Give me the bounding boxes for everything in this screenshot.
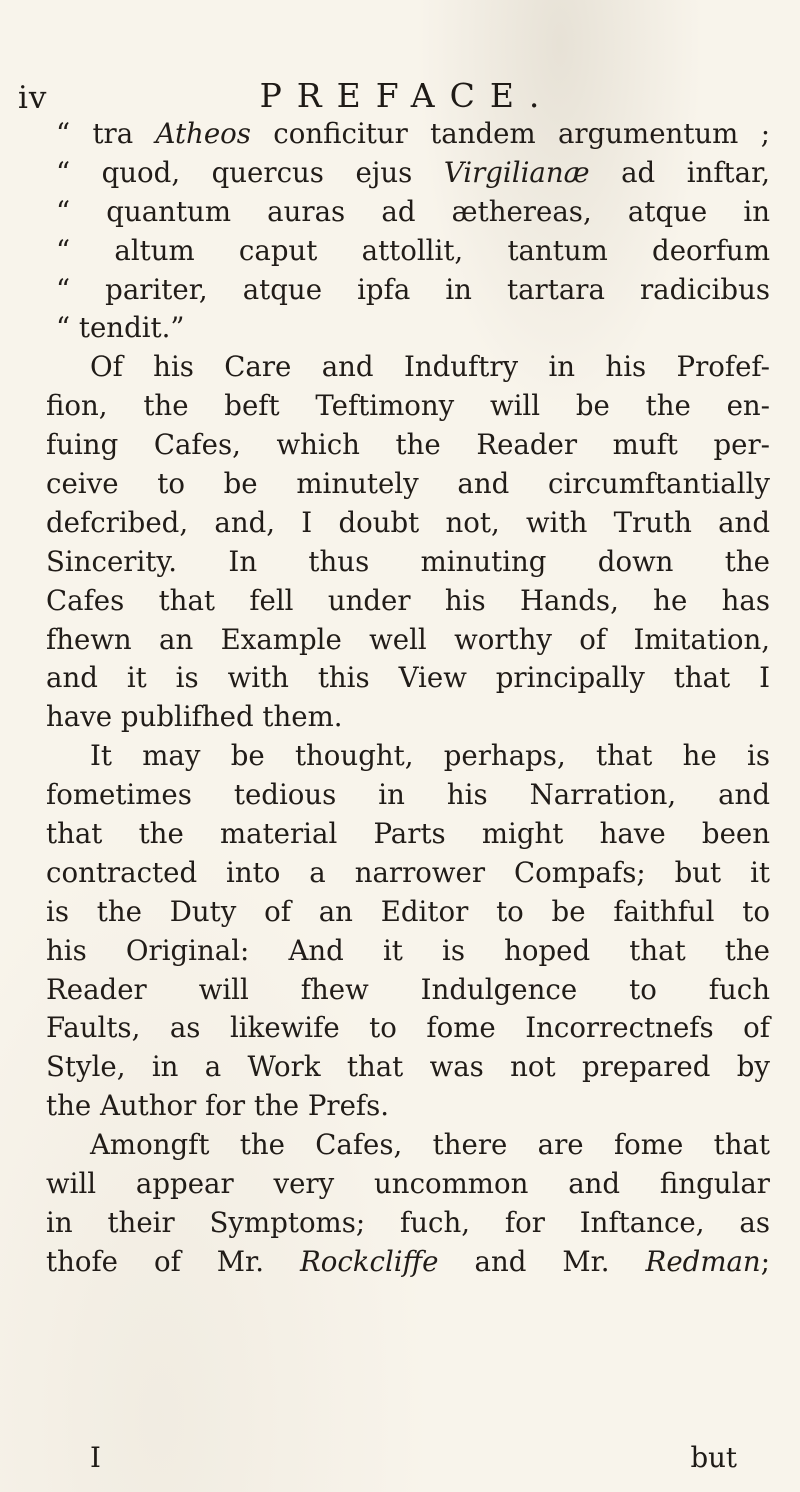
text-line: “ tendit.” [56, 311, 185, 345]
text-line: It may be thought, perhaps, that he is [90, 739, 770, 773]
text-line: Of his Care and Induftry in his Profef- [90, 350, 770, 384]
text-line: “ pariter, atque ipfa in tartara radicibus [56, 272, 770, 306]
text-line: “ quantum auras ad æthereas, atque in [56, 194, 770, 228]
text-line: Reader will fhew Indulgence to fuch [46, 972, 770, 1006]
signature-mark: I [90, 1441, 101, 1474]
text-line: will appear very uncommon and fingular [46, 1167, 770, 1201]
text-line: “ quod, quercus ejus Virgilianæ ad inftar, [56, 155, 770, 189]
text-line: in their Symptoms; fuch, for Inftance, as [46, 1205, 770, 1239]
text-line: thofe of Mr. Rockcliffe and Mr. Redman; [46, 1244, 771, 1278]
text-line: fhewn an Example well worthy of Imitation, [46, 622, 770, 656]
catchword: but [690, 1441, 737, 1474]
text-line: Amongft the Cafes, there are fome that [90, 1128, 770, 1162]
text-line: Faults, as likewife to fome Incorrectnefs of [46, 1011, 770, 1045]
page-footer [46, 1439, 770, 1477]
text-line: fuing Cafes, which the Reader muft per- [46, 428, 770, 462]
text-line: Cafes that fell under his Hands, he has [46, 583, 770, 617]
text-line: defcribed, and, I doubt not, with Truth and [46, 505, 770, 539]
text-line: “ tra Atheos conficitur tandem argumentum ; [56, 117, 770, 150]
text-line: his Original: And it is hoped that the [46, 933, 770, 967]
text-line: the Author for the Prefs. [46, 1089, 390, 1123]
text-line: fion, the beft Teftimony will be the en- [46, 389, 770, 423]
text-line: Style, in a Work that was not prepared by [46, 1050, 770, 1084]
text-line: is the Duty of an Editor to be faithful to [46, 894, 770, 928]
text-line: fometimes tedious in his Narration, and [46, 778, 770, 812]
text-line: that the material Parts might have been [46, 817, 770, 851]
body-text [46, 115, 770, 1282]
text-line: contracted into a narrower Compafs; but it [46, 855, 770, 889]
text-line: and it is with this View principally that I [46, 661, 770, 695]
text-line: “ altum caput attollit, tantum deorfum [56, 233, 770, 267]
page-number: iv [18, 80, 48, 116]
text-line: have publifhed them. [46, 700, 343, 734]
text-line: ceive to be minutely and circumftantially [46, 467, 770, 501]
text-line: Sincerity. In thus minuting down the [46, 544, 770, 578]
running-head: PREFACE. [259, 76, 555, 115]
